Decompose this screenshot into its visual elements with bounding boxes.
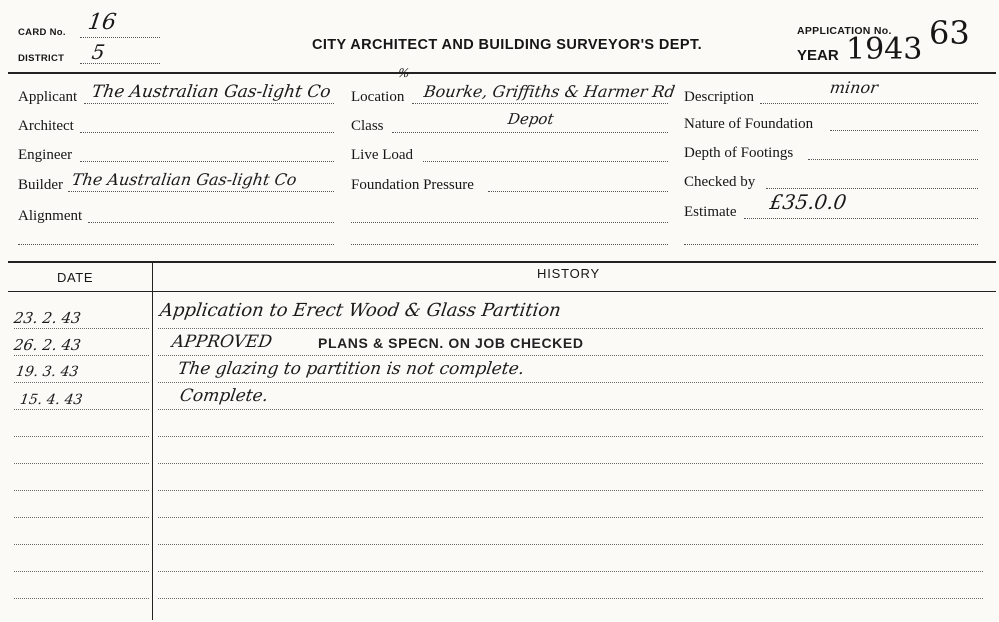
- foundation-pressure-line: [488, 191, 668, 192]
- applicant-line: [84, 103, 334, 104]
- location-note: %: [397, 66, 411, 80]
- class-line: [392, 132, 668, 133]
- applicant-label: Applicant: [18, 89, 78, 105]
- year-label: YEAR: [797, 47, 839, 64]
- approval-stamp: PLANS & SPECN. ON JOB CHECKED: [318, 335, 584, 351]
- history-line: [158, 436, 983, 437]
- history-entry-text: Complete.: [178, 386, 270, 406]
- date-line: [14, 409, 149, 410]
- builder-label: Builder: [18, 177, 63, 193]
- foundation-pressure-label: Foundation Pressure: [351, 177, 474, 193]
- estimate-line: [744, 218, 978, 219]
- history-line: [158, 409, 983, 410]
- date-line: [14, 517, 149, 518]
- history-date: 23. 2. 43: [12, 309, 83, 327]
- history-top-rule: [8, 261, 996, 263]
- date-line: [14, 571, 149, 572]
- history-date: 15. 4. 43: [18, 392, 84, 408]
- history-line: [158, 571, 983, 572]
- description-line: [760, 103, 978, 104]
- estimate-value: £35.0.0: [768, 190, 849, 214]
- date-line: [14, 598, 149, 599]
- history-entry-text: Application to Erect Wood & Glass Partition: [158, 300, 563, 321]
- district-line: [80, 63, 160, 64]
- checked-by-line: [766, 188, 978, 189]
- date-line: [14, 544, 149, 545]
- history-line: [158, 328, 983, 329]
- nature-of-foundation-label: Nature of Foundation: [684, 116, 814, 132]
- history-header-rule: [8, 291, 996, 292]
- architect-line: [80, 132, 334, 133]
- applicant-value: The Australian Gas-light Co: [90, 82, 332, 102]
- class-label: Class: [351, 118, 384, 134]
- date-line: [14, 463, 149, 464]
- history-line: [158, 490, 983, 491]
- application-no-label: APPLICATION No.: [797, 25, 892, 37]
- builder-line: [68, 191, 334, 192]
- history-line: [158, 598, 983, 599]
- column2-line-a: [351, 222, 668, 223]
- history-line: [158, 517, 983, 518]
- history-date: 19. 3. 43: [14, 364, 80, 380]
- district-label: DISTRICT: [18, 53, 65, 64]
- history-entry-text: APPROVED: [170, 332, 274, 352]
- card-no-value: 16: [86, 10, 118, 35]
- class-value: Depot: [506, 110, 555, 128]
- card-no-label: CARD No.: [18, 27, 66, 38]
- nature-of-foundation-line: [830, 130, 978, 131]
- engineer-label: Engineer: [18, 147, 73, 163]
- engineer-line: [80, 161, 334, 162]
- year-value: 1943: [846, 32, 923, 67]
- column1-extra-line: [18, 244, 334, 245]
- depth-of-footings-line: [808, 159, 978, 160]
- alignment-line: [88, 222, 334, 223]
- date-line: [14, 382, 149, 383]
- depth-of-footings-label: Depth of Footings: [684, 145, 794, 161]
- card-no-line: [80, 37, 160, 38]
- history-date: 26. 2. 43: [12, 336, 83, 354]
- date-line: [14, 328, 149, 329]
- alignment-label: Alignment: [18, 208, 83, 224]
- live-load-label: Live Load: [351, 147, 414, 163]
- history-entry-text: The glazing to partition is not complete.: [176, 359, 526, 379]
- header-rule: [8, 72, 996, 74]
- checked-by-label: Checked by: [684, 174, 756, 190]
- history-column-header: HISTORY: [537, 266, 600, 281]
- location-line: [412, 103, 668, 104]
- district-value: 5: [90, 40, 107, 64]
- application-no-value: 63: [929, 14, 970, 52]
- date-line: [14, 490, 149, 491]
- builder-value: The Australian Gas-light Co: [70, 170, 298, 189]
- date-column-header: DATE: [57, 270, 94, 285]
- history-column-divider: [152, 263, 153, 620]
- estimate-label: Estimate: [684, 204, 737, 220]
- column3-extra-line: [684, 244, 978, 245]
- column2-line-b: [351, 244, 668, 245]
- date-line: [14, 355, 149, 356]
- description-value: minor: [828, 78, 880, 97]
- history-line: [158, 355, 983, 356]
- history-line: [158, 463, 983, 464]
- dept-title: CITY ARCHITECT AND BUILDING SURVEYOR'S DEPT.: [312, 37, 703, 53]
- history-line: [158, 544, 983, 545]
- description-label: Description: [684, 89, 754, 105]
- location-value: Bourke, Griffiths & Harmer Rd: [422, 82, 677, 101]
- architect-label: Architect: [18, 118, 74, 134]
- live-load-line: [423, 161, 668, 162]
- history-line: [158, 382, 983, 383]
- location-label: Location: [351, 89, 405, 105]
- date-line: [14, 436, 149, 437]
